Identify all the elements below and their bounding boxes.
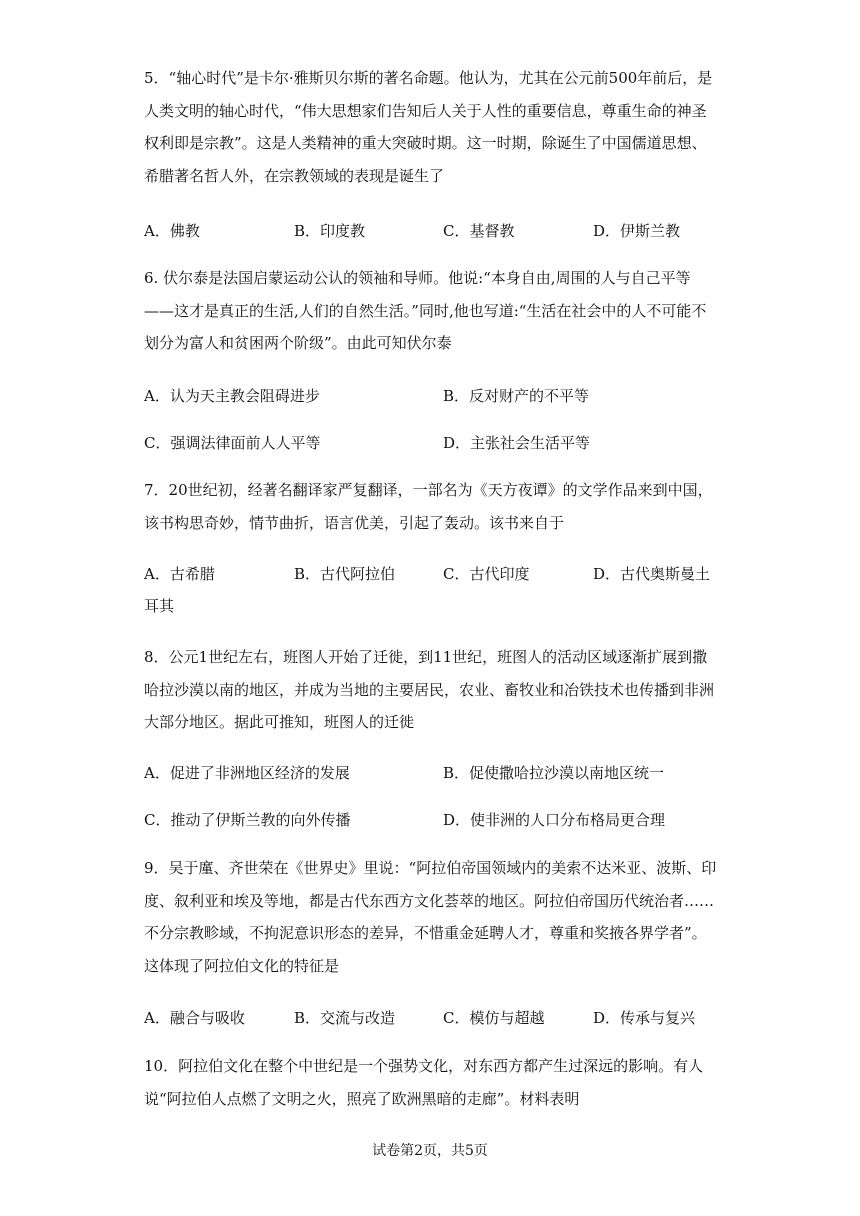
option-b: B．交流与改造 xyxy=(294,1009,396,1027)
option-d: D．伊斯兰教 xyxy=(593,222,681,240)
question-8-options-row1 xyxy=(144,757,744,789)
option-a: A．促进了非洲地区经济的发展 xyxy=(144,764,350,782)
question-7: 7．20世纪初，经著名翻译家严复翻译，一部名为《天方夜谭》的文学作品来到中国，该书构思奇妙，情节曲折，语言优美，引起了轰动。该书来自于 xyxy=(144,481,713,532)
option-c: C．基督教 xyxy=(443,222,515,240)
question-6: 6. 伏尔泰是法国启蒙运动公认的领袖和导师。他说:“本身自由,周围的人与自己平等——这才是真正的生活,人们的自然生活。”同时,他也写道:“生活在社会中的人不可能不划分为富人和贫困两个阶级”。由此可知伏尔泰 xyxy=(144,269,707,352)
question-8: 8．公元1世纪左右，班图人开始了迁徙，到11世纪，班图人的活动区域逐渐扩展到撒哈拉沙漠以南的地区，并成为当地的主要居民，农业、畜牧业和冶铁技术也传播到非洲大部分地区。据此可推知，班图人的迁徙 xyxy=(144,648,715,731)
page-footer: 试卷第2页，共5页 xyxy=(372,1143,488,1159)
question-6-options-row2 xyxy=(144,427,744,459)
question-8-options-row2 xyxy=(144,804,744,836)
option-a: A．佛教 xyxy=(144,222,200,240)
option-a: A．古希腊 xyxy=(144,565,215,583)
question-9-options xyxy=(144,1002,744,1034)
option-b: B．古代阿拉伯 xyxy=(294,565,396,583)
option-b: B．促使撒哈拉沙漠以南地区统一 xyxy=(443,764,665,782)
question-5-options xyxy=(144,215,744,247)
question-9: 9．吴于廑、齐世荣在《世界史》里说：“阿拉伯帝国领域内的美索不达米亚、波斯、印度、叙利亚和埃及等地，都是古代东西方文化荟萃的地区。阿拉伯帝国历代统治者……不分宗教畛域，不拘泥意识形态的差异，不惜重金延聘人才，尊重和奖掖各界学者”。这体现了阿拉伯文化的特征是 xyxy=(144,859,717,975)
question-7-option-d-wrapped: D．古代奥斯曼土耳其 xyxy=(144,565,711,615)
option-b: B．印度教 xyxy=(294,222,366,240)
option-c: C．推动了伊斯兰教的向外传播 xyxy=(144,811,351,829)
option-c: C．古代印度 xyxy=(443,565,530,583)
option-a: A．融合与吸收 xyxy=(144,1009,245,1027)
option-b: B．反对财产的不平等 xyxy=(443,387,590,405)
option-c: C．强调法律面前人人平等 xyxy=(144,434,321,452)
question-6-options-row1 xyxy=(144,380,744,412)
option-d: D．主张社会生活平等 xyxy=(443,434,591,452)
option-c: C．模仿与超越 xyxy=(443,1009,545,1027)
option-d: D．传承与复兴 xyxy=(593,1009,696,1027)
option-a: A．认为天主教会阻碍进步 xyxy=(144,387,320,405)
question-10: 10．阿拉伯文化在整个中世纪是一个强势文化，对东西方都产生过深远的影响。有人说“阿拉伯人点燃了文明之火，照亮了欧洲黑暗的走廊”。材料表明 xyxy=(144,1057,704,1108)
question-5: 5．“轴心时代”是卡尔·雅斯贝尔斯的著名命题。他认为，尤其在公元前500年前后，是人类文明的轴心时代，“伟大思想家们告知后人关于人性的重要信息，尊重生命的神圣权利即是宗教”。这是人类精神的重大突破时期。这一时期，除诞生了中国儒道思想、希腊著名哲人外，在宗教领域的表现是诞生了 xyxy=(144,69,713,185)
option-d: D．使非洲的人口分布格局更合理 xyxy=(443,811,666,829)
